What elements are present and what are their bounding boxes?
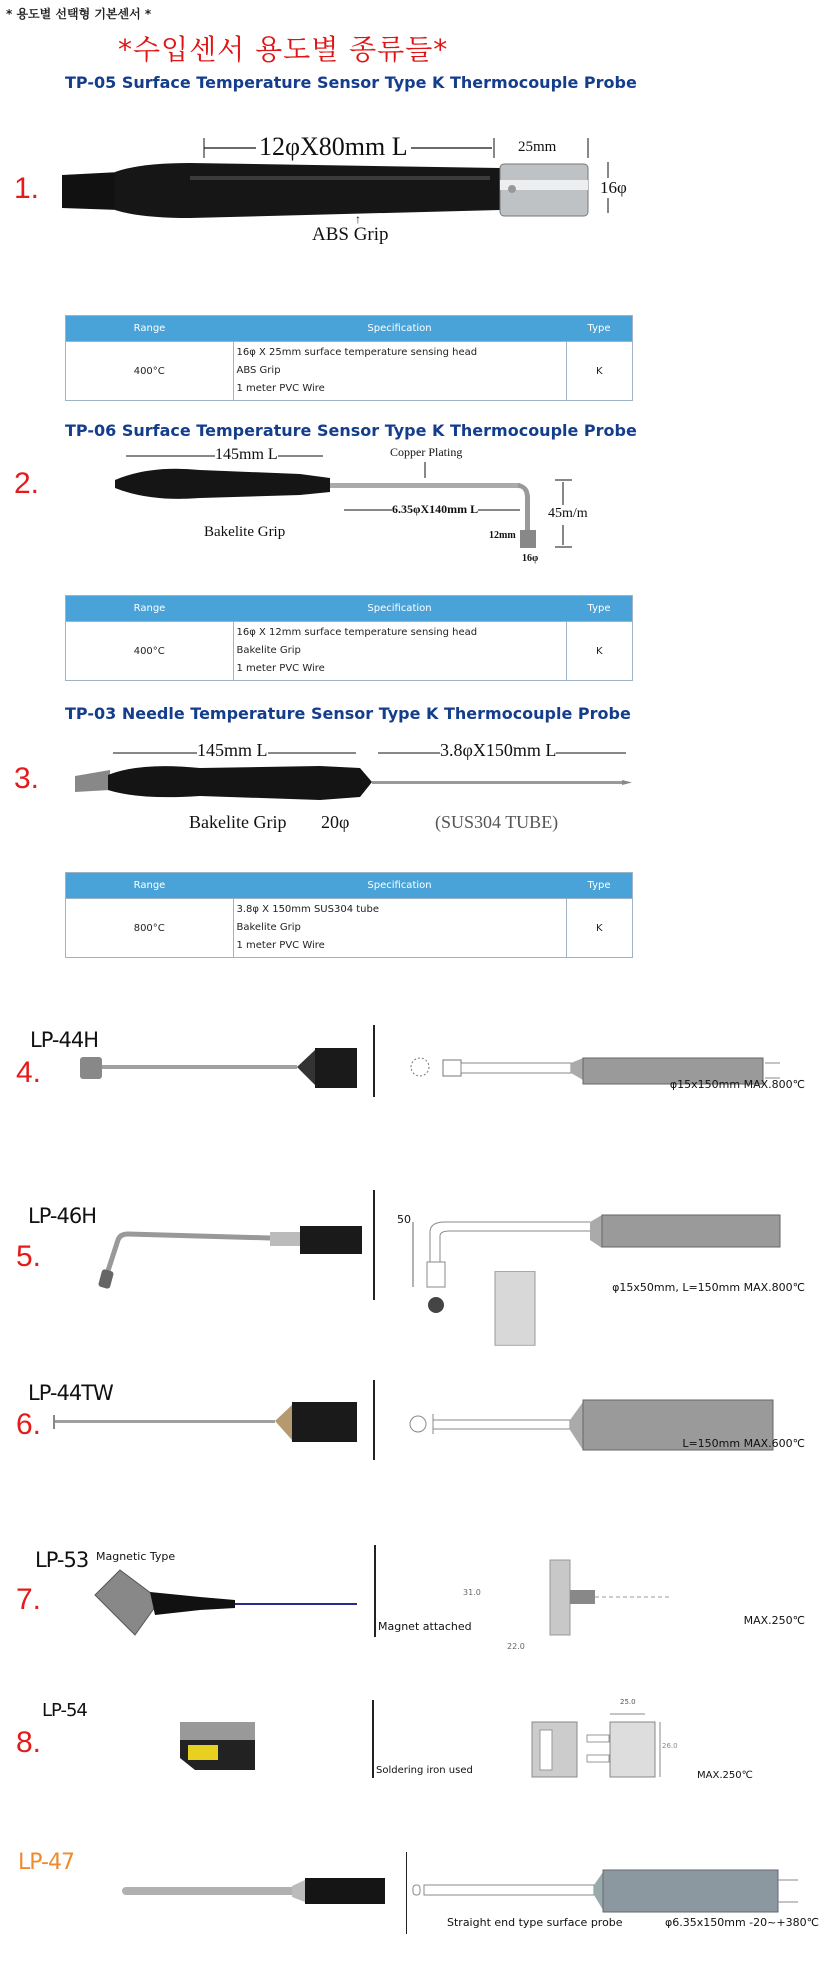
lp54-note: Soldering iron used xyxy=(376,1765,473,1776)
diameter-label: 20φ xyxy=(321,812,350,832)
type-cell: K xyxy=(566,342,633,401)
length-label: 12φX80mm L xyxy=(256,132,411,162)
table-row: 800°C 3.8φ X 150mm SUS304 tube Bakelite Grip 1 meter PVC Wire K xyxy=(66,899,633,958)
lp47-spec: φ6.35x150mm -20~+380℃ xyxy=(665,1916,819,1929)
item-number-2: 2. xyxy=(14,467,40,500)
item-number-4: 4. xyxy=(16,1056,42,1089)
lp54-model: LP-54 xyxy=(42,1700,87,1721)
col-range: Range xyxy=(66,316,234,342)
diameter-label: 16φ xyxy=(600,178,627,197)
col-type: Type xyxy=(566,316,633,342)
sensor-catalog-page: * 용도별 선택형 기본센서 * *수입센서 용도별 종류들* TP-05 Surface Temperature Sensor Type K Thermocouple Probe 1. 12φX80mm L 25mm 16φ ↑ ABS Grip Range Specification Type 400°C 16φ X 25mm surface temperature sensing head ABS Grip 1 meter PVC Wire K TP-06 Surface Temperature Sensor Type K Thermocouple Probe 2. 145mm L Copper Plating 6.35φX140mm L 45m/m Bakelite Grip 12mm 16φ Range Specification Type 400°C 16φ X 12mm surface temperature sensing head Bakelite Grip 1 meter PVC Wire K TP-03 Needle Temperature Sensor Type K Thermocouple Probe 3. 145mm L 3.8φX150mm L Bakelite Grip 20φ (SUS304 TUBE) Range Specification Type 800°C 3.8φ X 150mm SUS304 tube Bakelite Grip 1 meter PVC Wire K LP-44H 4. φ15x150mm MAX.800℃ LP-46H 5. 50 φ15x50mm, L=150mm MAX.800℃ LP-44TW 6. L=150mm MAX.600℃ LP-53 Magnetic Type 7. 31.0 22.0 Magnet attached MAX.250℃ LP-54 8. 25.0 26.0 Soldering iron used MAX.250℃ LP-47 Straight end type surface probe φ6.35x150mm -20~+380℃ xyxy=(0,0,824,1964)
item-number-1: 1. xyxy=(14,172,40,205)
catalog-title: *수입센서 용도별 종류들* xyxy=(118,33,449,66)
grip-length-label: 145mm L xyxy=(197,740,268,760)
lp46h-model: LP-46H xyxy=(28,1204,96,1228)
height-label: 45m/m xyxy=(548,506,588,521)
head-height-label: 12mm xyxy=(489,530,516,541)
item-number-7: 7. xyxy=(16,1583,42,1616)
lp44h-model: LP-44H xyxy=(30,1028,98,1052)
col-spec: Specification xyxy=(233,316,566,342)
lp53-spec: MAX.250℃ xyxy=(743,1614,805,1627)
lp47-note: Straight end type surface probe xyxy=(447,1916,623,1929)
head-diameter-label: 16φ xyxy=(522,553,539,564)
item-number-6: 6. xyxy=(16,1408,42,1441)
lp47-model: LP-47 xyxy=(18,1850,74,1875)
head-length-label: 25mm xyxy=(518,139,557,155)
lp53-model: LP-53 xyxy=(35,1548,89,1572)
grip-label: Bakelite Grip xyxy=(204,524,286,540)
tp03-title: TP-03 Needle Temperature Sensor Type K Thermocouple Probe xyxy=(65,704,631,723)
lp46h-spec: φ15x50mm, L=150mm MAX.800℃ xyxy=(612,1281,805,1294)
lp44tw-spec: L=150mm MAX.600℃ xyxy=(682,1437,805,1450)
range-cell: 400°C xyxy=(66,342,234,401)
tp03-spec-table: Range Specification Type 800°C 3.8φ X 150mm SUS304 tube Bakelite Grip 1 meter PVC Wire K xyxy=(65,872,633,958)
tp06-title: TP-06 Surface Temperature Sensor Type K Thermocouple Probe xyxy=(65,421,637,440)
grip-length-label: 145mm L xyxy=(215,446,278,463)
page-header: * 용도별 선택형 기본센서 * xyxy=(6,7,152,21)
lp46h-dimension: 50 xyxy=(397,1213,411,1226)
grip-label: Bakelite Grip xyxy=(189,812,287,832)
tp06-spec-table: Range Specification Type 400°C 16φ X 12mm surface temperature sensing head Bakelite Grip 1 meter PVC Wire K xyxy=(65,595,633,681)
rod-label: 6.35φX140mm L xyxy=(392,502,479,516)
lp54-dim-height: 26.0 xyxy=(662,1742,678,1750)
plating-label: Copper Plating xyxy=(390,445,463,459)
lp53-dim-height: 31.0 xyxy=(463,1588,481,1597)
lp53-subtitle: Magnetic Type xyxy=(96,1550,176,1563)
table-row: 400°C 16φ X 12mm surface temperature sensing head Bakelite Grip 1 meter PVC Wire K xyxy=(66,622,633,681)
spec-cell: 16φ X 25mm surface temperature sensing head ABS Grip 1 meter PVC Wire xyxy=(233,342,566,401)
lp54-spec: MAX.250℃ xyxy=(697,1770,753,1781)
tube-label: (SUS304 TUBE) xyxy=(435,812,559,832)
item-number-8: 8. xyxy=(16,1726,42,1759)
grip-label: ABS Grip xyxy=(312,224,389,245)
lp54-dim-width: 25.0 xyxy=(620,1698,636,1706)
item-number-5: 5. xyxy=(16,1240,42,1273)
lp44tw-model: LP-44TW xyxy=(28,1381,113,1405)
lp53-dim-width: 22.0 xyxy=(507,1642,525,1651)
item-number-3: 3. xyxy=(14,762,40,795)
tp05-title: TP-05 Surface Temperature Sensor Type K Thermocouple Probe xyxy=(65,73,637,92)
lp44h-spec: φ15x150mm MAX.800℃ xyxy=(669,1078,805,1091)
needle-label: 3.8φX150mm L xyxy=(440,740,557,760)
lp53-note: Magnet attached xyxy=(378,1620,472,1633)
